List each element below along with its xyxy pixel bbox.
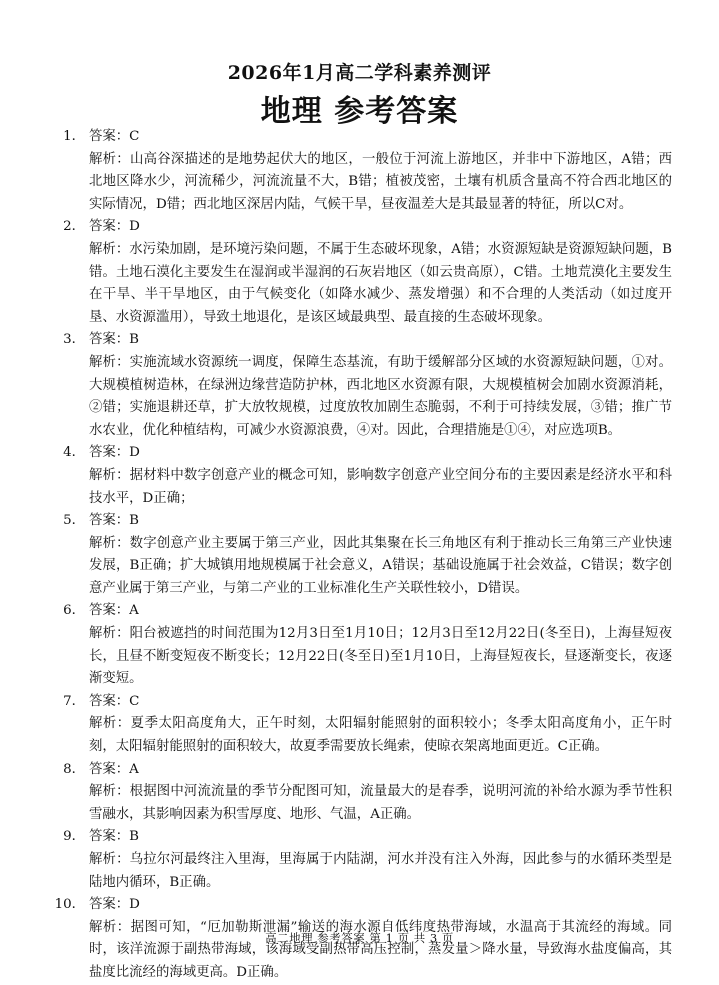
explanation-text: 解析：水污染加剧，是环境污染问题，不属于生态破坏现象，A错；水资源短缺是资源短缺问题，B错。土地石漠化主要发生在湿润或半湿润的石灰岩地区（如云贵高原），C错。土地荒漠化主要发生在干旱、半干旱地区，由于气候变化（如降水减少、蒸发增强）和不合理的人类活动（如过度开垦、水资源滥用），导致土地退化，是该区域最典型、最直接的生态破坏现象。 [89, 241, 672, 325]
answer-item [52, 600, 672, 690]
answer-item [52, 826, 672, 894]
answer-text: 答案：A [89, 603, 139, 619]
explanation-text: 解析：夏季太阳高度角大，正午时刻，太阳辐射能照射的面积较小；冬季太阳高度角小，正午时刻，太阳辐射能照射的面积较大，故夏季需要放长绳索，使晾衣架离地面更近。C正确。 [89, 716, 672, 755]
explanation-text: 解析：据材料中数字创意产业的概念可知，影响数字创意产业空间分布的主要因素是经济水平和科技水平，D正确； [89, 467, 672, 506]
answer-text: 答案：B [89, 332, 140, 348]
exam-subtitle: 2026年1月高二学科素养测评 [227, 62, 492, 84]
answer-text: 答案：B [89, 829, 140, 845]
answer-text: 答案：C [89, 693, 140, 709]
explanation-text: 解析：阳台被遮挡的时间范围为12月3日至1月10日；12月3日至12月22日(冬至日)，上海昼短夜长，且昼不断变短夜不断变长；12月22日(冬至日)至1月10日，上海昼短夜长，昼逐渐变长，夜逐渐变短。 [89, 626, 672, 687]
explanation-text: 解析：乌拉尔河最终注入里海，里海属于内陆湖，河水并没有注入外海，因此参与的水循环类型是陆地内循环，B正确。 [89, 852, 672, 890]
explanation-text: 解析：数字创意产业主要属于第三产业，因此其集聚在长三角地区有利于推动长三角第三产业快速发展，B正确；扩大城镇用地规模属于社会意义，A错误；基础设施属于社会效益，C错误；数字创意产业属于第三产业，与第二产业的工业标准化生产关联性较小，D错误。 [89, 535, 672, 596]
explanation-text: 解析：据图可知，“厄加勒斯泄漏”输送的海水源自低纬度热带海域，水温高于其流经的海域。同时，该洋流源于副热带海域，该海域受副热带高压控制，蒸发量＞降水量，导致海水盐度偏高，其盐度比流经的海域更高。D正确。 [89, 919, 672, 980]
question-number: 2． [63, 219, 85, 235]
answer-item [52, 329, 672, 442]
answer-item [52, 442, 672, 510]
answer-text: 答案：B [89, 513, 140, 529]
answer-item [52, 691, 672, 759]
answer-text: 答案：D [89, 219, 140, 235]
question-number: 9． [63, 829, 85, 845]
answer-text: 答案：D [89, 897, 140, 913]
question-number: 3． [63, 332, 85, 348]
question-number: 1． [63, 129, 85, 144]
explanation-text: 解析：实施流域水资源统一调度，保障生态基流，有助于缓解部分区域的水资源短缺问题，①对。大规模植树造林，在绿洲边缘营造防护林，西北地区水资源有限，大规模植树会加剧水资源消耗，②错；实施退耕还草，扩大放牧规模，过度放牧加剧生态脆弱，不利于可持续发展，③错；推广节水农业，优化种植结构，可减少水资源浪费，④对。因此，合理措施是①④，对应选项B。 [89, 354, 672, 438]
question-number: 4． [63, 445, 85, 461]
page-footer: 高二地理 参考答案 第 1 页 共 3 页 [265, 931, 454, 945]
explanation-text: 解析：山高谷深描述的是地势起伏大的地区，一般位于河流上游地区，并非中下游地区，A错；西北地区降水少，河流稀少，河流流量不大，B错；植被茂密，土壤有机质含量高不符合西北地区的实际情况，D错；西北地区深居内陆，气候干旱，昼夜温差大是其最显著的特征，所以C对。 [89, 151, 672, 212]
question-number: 10． [54, 897, 85, 913]
answer-text: 答案：D [89, 445, 140, 461]
answer-item [52, 759, 672, 827]
explanation-text: 解析：根据图中河流流量的季节分配图可知，流量最大的是春季，说明河流的补给水源为季节性积雪融水，其影响因素为积雪厚度、地形、气温，A正确。 [89, 784, 672, 822]
answer-text: 答案：A [89, 761, 139, 777]
answer-item [52, 510, 672, 600]
question-number: 5． [63, 513, 85, 529]
answer-item [52, 126, 672, 216]
question-number: 6． [63, 603, 85, 619]
question-number: 7． [63, 693, 85, 709]
answer-item [52, 216, 672, 329]
answer-list [52, 126, 672, 985]
question-number: 8． [63, 761, 85, 777]
page-title: 地理 参考答案 [260, 94, 459, 129]
answer-text: 答案：C [89, 129, 140, 144]
